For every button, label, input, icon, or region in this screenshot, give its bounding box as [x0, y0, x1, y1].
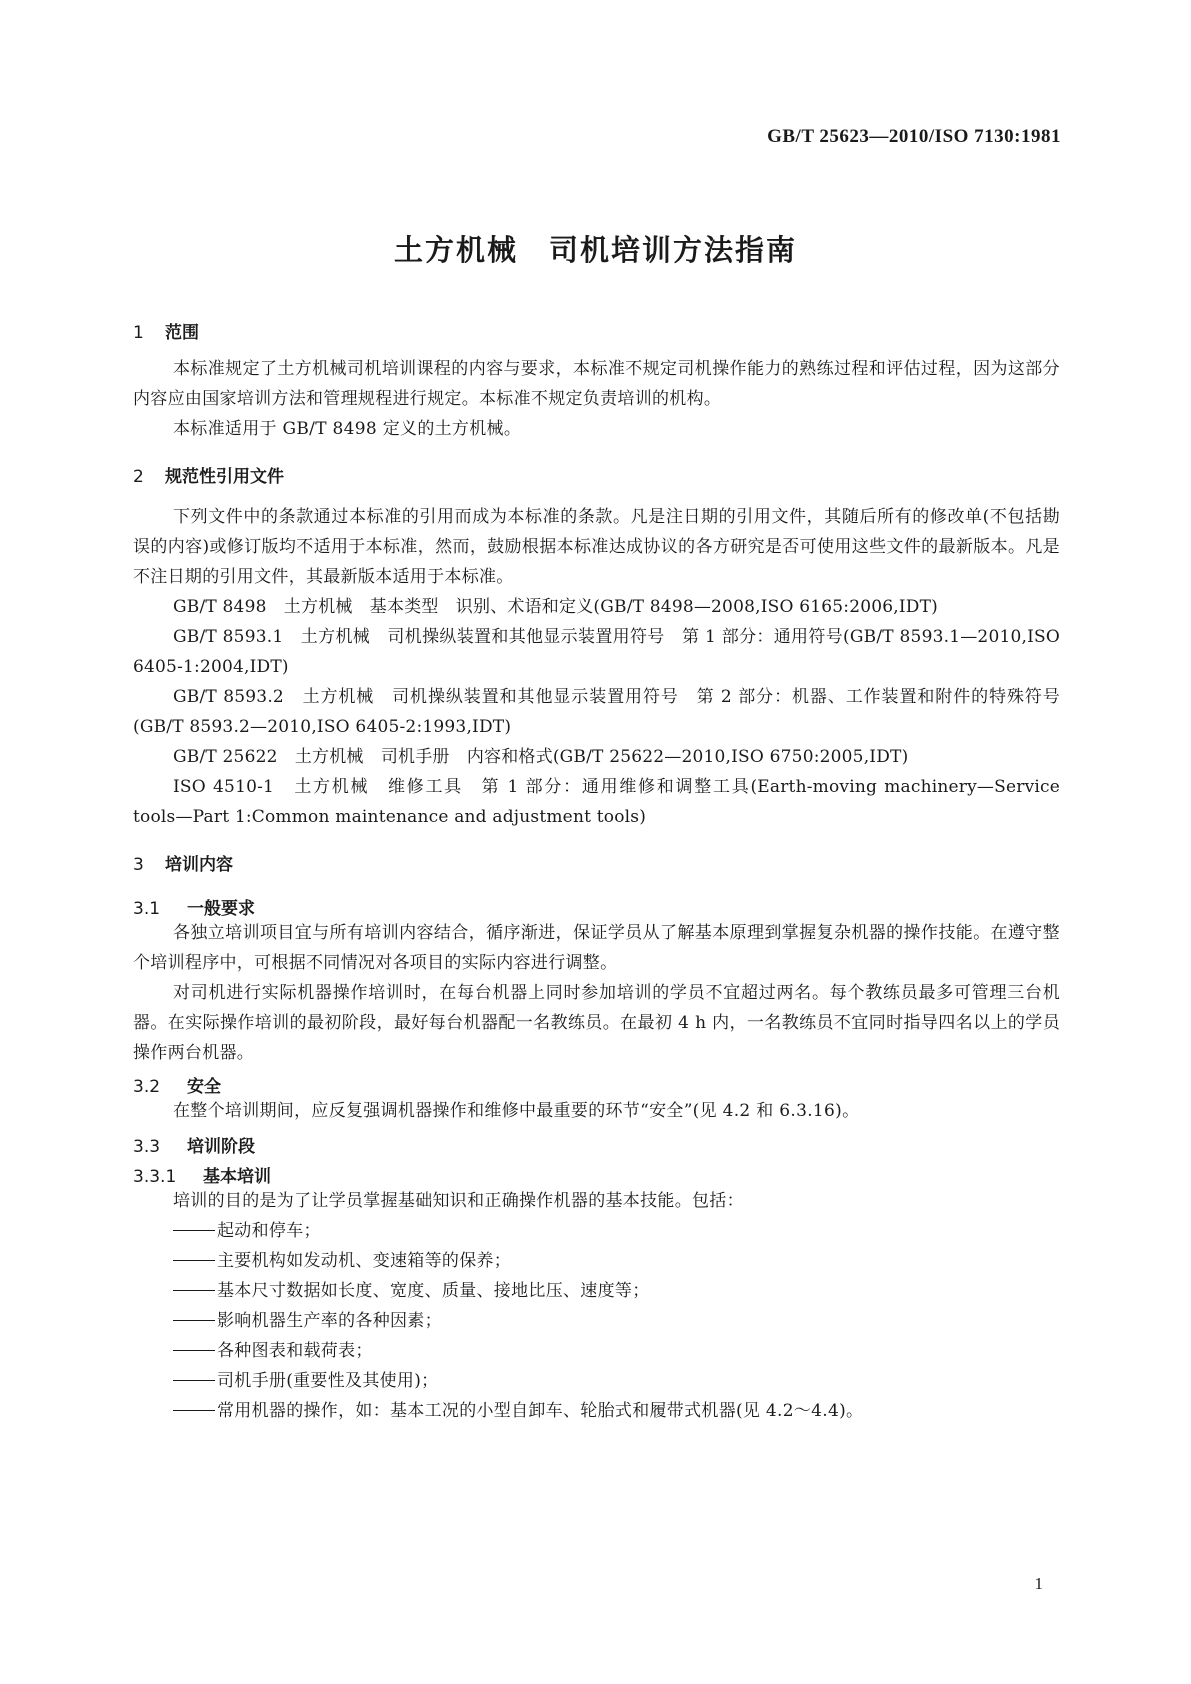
section-3-2-heading [133, 1072, 221, 1097]
section-1-paragraph-2: 本标准适用于 GB/T 8498 定义的土方机械。 [173, 419, 522, 439]
section-number: 1 [133, 323, 144, 343]
list-item: 基本尺寸数据如长度、宽度、质量、接地比压、速度等； [173, 1276, 650, 1306]
reference-item: GB/T 8498 土方机械 基本类型 识别、术语和定义(GB/T 8498—2008,ISO 6165:2006,IDT) [173, 597, 938, 617]
section-number: 3 [133, 855, 144, 875]
section-3-2-paragraph-1: 在整个培训期间，应反复强调机器操作和维修中最重要的环节“安全”(见 4.2 和 6.3.16)。 [173, 1101, 860, 1121]
section-2-heading [133, 462, 284, 487]
section-number: 3.1 [133, 899, 161, 919]
section-title: 基本培训 [203, 1167, 271, 1187]
section-title: 一般要求 [187, 899, 255, 919]
list-item: 主要机构如发动机、变速箱等的保养； [173, 1246, 511, 1276]
section-3-3-heading [133, 1132, 255, 1157]
section-3-3-1-heading [133, 1162, 271, 1187]
section-title: 规范性引用文件 [165, 467, 284, 487]
list-item: 起动和停车； [173, 1216, 321, 1246]
standard-code: GB/T 25623—2010/ISO 7130:1981 [767, 126, 1061, 147]
list-item: 各种图表和载荷表； [173, 1336, 373, 1366]
section-number: 3.3.1 [133, 1167, 177, 1187]
section-3-1-paragraph-1: 各独立培训项目宜与所有培训内容结合，循序渐进，保证学员从了解基本原理到掌握复杂机器的操作技能。在遵守整个培训程序中，可根据不同情况对各项目的实际内容进行调整。 [133, 923, 1060, 973]
section-title: 培训内容 [165, 855, 233, 875]
section-number: 2 [133, 467, 144, 487]
page-number: 1 [1034, 1574, 1043, 1593]
list-item: 常用机器的操作，如：基本工况的小型自卸车、轮胎式和履带式机器(见 4.2～4.4)。 [173, 1396, 863, 1426]
em-dash [173, 1260, 215, 1261]
section-title: 范围 [165, 323, 199, 343]
section-title: 安全 [187, 1077, 221, 1097]
section-1-paragraph-1: 本标准规定了土方机械司机培训课程的内容与要求，本标准不规定司机操作能力的熟练过程和评估过程，因为这部分内容应由国家培训方法和管理规程进行规定。本标准不规定负责培训的机构。 [133, 359, 1060, 409]
list-item: 司机手册(重要性及其使用)； [173, 1366, 438, 1396]
section-title: 培训阶段 [187, 1137, 255, 1157]
document-title: 土方机械 司机培训方法指南 [393, 233, 797, 267]
section-3-1-heading [133, 894, 255, 919]
section-3-3-1-intro: 培训的目的是为了让学员掌握基础知识和正确操作机器的基本技能。包括： [173, 1191, 744, 1211]
section-3-heading [133, 850, 233, 875]
reference-item: GB/T 8593.1 土方机械 司机操纵装置和其他显示装置用符号 第 1 部分：通用符号(GB/T 8593.1—2010,ISO 6405-1:2004,IDT) [133, 627, 1060, 677]
em-dash [173, 1230, 215, 1231]
em-dash [173, 1320, 215, 1321]
reference-item: ISO 4510-1 土方机械 维修工具 第 1 部分：通用维修和调整工具(Earth-moving machinery—Service tools—Part 1:Common maintenance and adjustment tools) [133, 777, 1060, 827]
section-number: 3.2 [133, 1077, 161, 1097]
em-dash [173, 1350, 215, 1351]
em-dash [173, 1380, 215, 1381]
reference-item: GB/T 8593.2 土方机械 司机操纵装置和其他显示装置用符号 第 2 部分：机器、工作装置和附件的特殊符号(GB/T 8593.2—2010,ISO 6405-2:1993,IDT) [133, 687, 1060, 737]
reference-item: GB/T 25622 土方机械 司机手册 内容和格式(GB/T 25622—2010,ISO 6750:2005,IDT) [173, 747, 909, 767]
section-2-paragraph-1: 下列文件中的条款通过本标准的引用而成为本标准的条款。凡是注日期的引用文件，其随后所有的修改单(不包括勘误的内容)或修订版均不适用于本标准，然而，鼓励根据本标准达成协议的各方研究是否可使用这些文件的最新版本。凡是不注日期的引用文件，其最新版本适用于本标准。 [133, 507, 1060, 587]
section-1-heading [133, 318, 199, 343]
em-dash [173, 1290, 215, 1291]
list-item: 影响机器生产率的各种因素； [173, 1306, 442, 1336]
em-dash [173, 1410, 215, 1411]
section-number: 3.3 [133, 1137, 161, 1157]
section-3-1-paragraph-2: 对司机进行实际机器操作培训时，在每台机器上同时参加培训的学员不宜超过两名。每个教练员最多可管理三台机器。在实际操作培训的最初阶段，最好每台机器配一名教练员。在最初 4 h 内，一名教练员不宜同时指导四名以上的学员操作两台机器。 [133, 983, 1060, 1063]
